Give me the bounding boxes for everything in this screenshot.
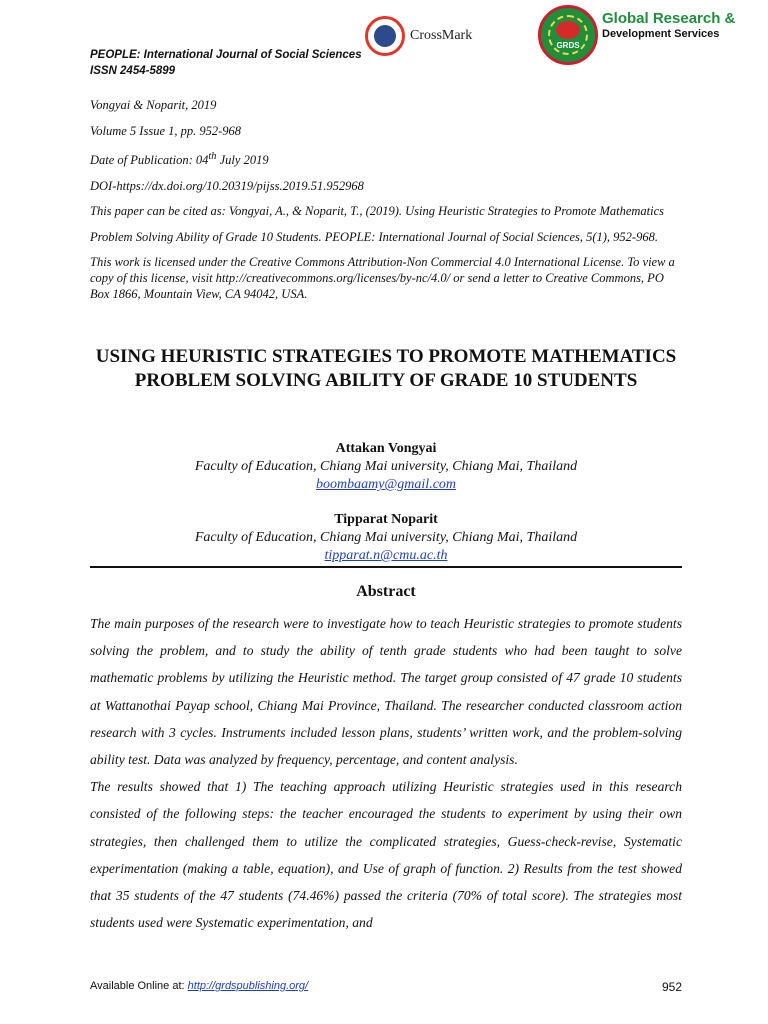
author-name: Attakan Vongyai <box>335 441 437 456</box>
grds-seal-icon <box>538 5 598 65</box>
publisher-logo <box>538 5 735 65</box>
citation-text: This paper can be cited as: Vongyai, A., & Noparit, T., (2019). Using Heuristic Strategies to Promote Mathematics Problem Solving Ability of Grade 10 Students. PEOPLE: International Journal of Social Sciences, 5(1), 952-968. <box>90 204 665 244</box>
author-block-2 <box>90 511 682 565</box>
crossmark-label: CrossMark <box>410 28 473 43</box>
article-meta <box>90 93 682 302</box>
volume-info: Volume 5 Issue 1, pp. 952-968 <box>90 123 242 138</box>
publisher-title: Global Research & <box>602 10 736 27</box>
journal-header <box>90 47 362 79</box>
publisher-subtitle: Development Services <box>602 28 720 40</box>
doi-link[interactable]: DOI-https://dx.doi.org/10.20319/pijss.2019.51.952968 <box>90 178 364 193</box>
author-block-1 <box>90 440 682 494</box>
page-number: 952 <box>661 980 682 994</box>
author-affiliation: Faculty of Education, Chiang Mai university, Chiang Mai, Thailand <box>194 530 578 545</box>
abstract-paragraph-2: The results showed that 1) The teaching approach utilizing Heuristic strategies used in this research consisted of the following steps: the teacher encouraged the students to experiment by using their own strategies, then challenged them to utilize the complicated strategies, Guess-check-revise, Systematic experimentation (making a table, equation), and Use of graph of function. 2) Results from the test showed that 35 students of the 47 students (74.46%) passed the criteria (70% of total score). The strategies most students used were Systematic experimentation, and <box>90 779 682 931</box>
license-text: This work is licensed under the Creative Commons Attribution-Non Commercial 4.0 International License. To view a copy of this license, visit http://creativecommons.org/licenses/by-nc/4.0/ or send a letter to Creative Commons, PO Box 1866, Mountain View, CA 94042, USA. <box>90 255 675 302</box>
crossmark-icon <box>365 16 405 56</box>
author-name: Tipparat Noparit <box>334 512 438 527</box>
available-label: Available Online at: <box>90 980 188 992</box>
abstract-heading: Abstract <box>356 583 416 600</box>
section-divider <box>90 566 682 568</box>
author-email-link[interactable]: boombaamy@gmail.com <box>315 477 457 492</box>
publication-date: Date of Publication: 04th July 2019 <box>90 151 269 168</box>
abstract-paragraph-1: The main purposes of the research were to investigate how to teach Heuristic strategies to promote students solving the problem, and to study the ability of tenth grade students who had been taught to solve mathematic problems by utilizing the Heuristic method. The target group consisted of 47 grade 10 students at Wattanothai Payap school, Chiang Mai Province, Thailand. The researcher conducted classroom action research with 3 cycles. Instruments included lesson plans, students’ written work, and the problem-solving ability test. Data was analyzed by frequency, percentage, and content analysis. <box>90 616 682 768</box>
journal-name: PEOPLE: International Journal of Social Sciences <box>90 49 362 61</box>
author-affiliation: Faculty of Education, Chiang Mai university, Chiang Mai, Thailand <box>194 459 578 474</box>
footer-url-link[interactable]: http://grdspublishing.org/ <box>187 980 309 992</box>
abstract-body <box>90 610 682 936</box>
crossmark-badge[interactable] <box>365 16 472 56</box>
grds-seal-abbr: GRDS <box>556 41 580 50</box>
authors-year: Vongyai & Noparit, 2019 <box>90 98 217 112</box>
paper-title: USING HEURISTIC STRATEGIES TO PROMOTE MATHEMATICS PROBLEM SOLVING ABILITY OF GRADE 10 STUDENTS <box>95 346 677 391</box>
journal-issn: ISSN 2454-5899 <box>90 65 176 77</box>
author-email-link[interactable]: tipparat.n@cmu.ac.th <box>324 548 448 563</box>
page-footer <box>90 980 682 992</box>
